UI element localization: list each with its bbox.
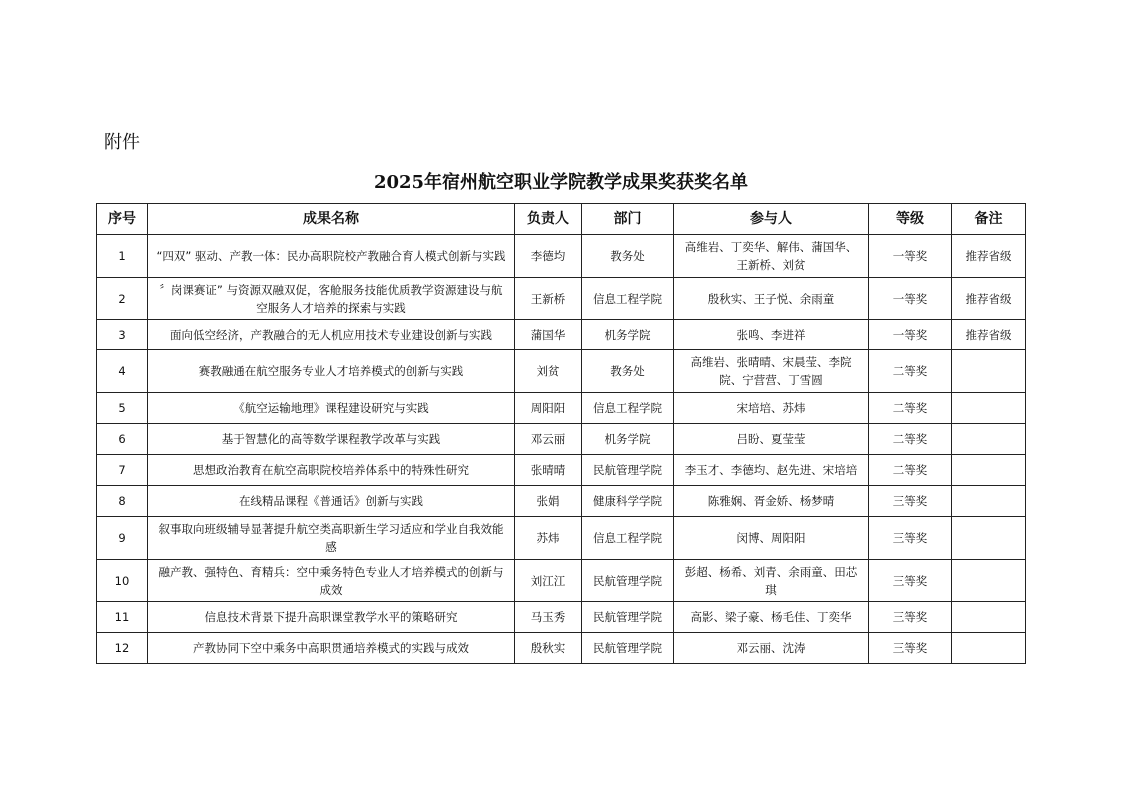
cell-note: [952, 602, 1026, 633]
cell-dept: 民航管理学院: [582, 560, 674, 602]
cell-dept: 信息工程学院: [582, 278, 674, 320]
cell-dept: 健康科学学院: [582, 486, 674, 517]
table-row: [97, 486, 1026, 517]
cell-no: 6: [97, 424, 148, 455]
cell-leader: 马玉秀: [515, 602, 582, 633]
cell-note: [952, 517, 1026, 560]
cell-dept: 信息工程学院: [582, 393, 674, 424]
cell-name: 面向低空经济，产教融合的无人机应用技术专业建设创新与实践: [148, 320, 515, 350]
header-no: 序号: [97, 204, 148, 235]
cell-no: 2: [97, 278, 148, 320]
cell-level: 二等奖: [869, 424, 952, 455]
cell-dept: 信息工程学院: [582, 517, 674, 560]
cell-name: 思想政治教育在航空高职院校培养体系中的特殊性研究: [148, 455, 515, 486]
table-row: [97, 278, 1026, 320]
cell-level: 三等奖: [869, 517, 952, 560]
cell-leader: 刘江江: [515, 560, 582, 602]
cell-no: 11: [97, 602, 148, 633]
cell-leader: 李德均: [515, 235, 582, 278]
table-row: [97, 455, 1026, 486]
cell-participants: 高维岩、张晴晴、宋晨莹、李院院、宁营营、丁雪圆: [674, 350, 869, 393]
cell-level: 二等奖: [869, 350, 952, 393]
cell-participants: 彭超、杨希、刘青、余雨童、田芯琪: [674, 560, 869, 602]
cell-level: 二等奖: [869, 455, 952, 486]
cell-dept: 教务处: [582, 350, 674, 393]
table-row: [97, 633, 1026, 664]
cell-level: 三等奖: [869, 633, 952, 664]
cell-no: 5: [97, 393, 148, 424]
table-row: [97, 320, 1026, 350]
cell-name: 信息技术背景下提升高职课堂教学水平的策略研究: [148, 602, 515, 633]
cell-participants: 李玉才、李德均、赵先进、宋培培: [674, 455, 869, 486]
header-leader: 负责人: [515, 204, 582, 235]
table-row: [97, 235, 1026, 278]
cell-name: 叙事取向班级辅导显著提升航空类高职新生学习适应和学业自我效能感: [148, 517, 515, 560]
cell-participants: 邓云丽、沈涛: [674, 633, 869, 664]
cell-no: 1: [97, 235, 148, 278]
cell-note: 推荐省级: [952, 235, 1026, 278]
cell-note: [952, 393, 1026, 424]
table-row: [97, 350, 1026, 393]
cell-name: 融产教、强特色、育精兵：空中乘务特色专业人才培养模式的创新与成效: [148, 560, 515, 602]
table-header-row: [97, 204, 1026, 235]
cell-leader: 张晴晴: [515, 455, 582, 486]
cell-note: 推荐省级: [952, 278, 1026, 320]
cell-participants: 吕盼、夏莹莹: [674, 424, 869, 455]
cell-dept: 民航管理学院: [582, 455, 674, 486]
header-participants: 参与人: [674, 204, 869, 235]
header-name: 成果名称: [148, 204, 515, 235]
cell-leader: 邓云丽: [515, 424, 582, 455]
cell-name: 产教协同下空中乘务中高职贯通培养模式的实践与成效: [148, 633, 515, 664]
cell-level: 三等奖: [869, 602, 952, 633]
cell-note: [952, 350, 1026, 393]
attachment-label: 附件: [104, 132, 140, 153]
cell-note: 推荐省级: [952, 320, 1026, 350]
cell-level: 二等奖: [869, 393, 952, 424]
cell-name: 《航空运输地理》课程建设研究与实践: [148, 393, 515, 424]
cell-leader: 刘贫: [515, 350, 582, 393]
cell-participants: 高维岩、丁奕华、解伟、蒲国华、王新桥、刘贫: [674, 235, 869, 278]
cell-dept: 机务学院: [582, 320, 674, 350]
cell-no: 7: [97, 455, 148, 486]
header-note: 备注: [952, 204, 1026, 235]
header-dept: 部门: [582, 204, 674, 235]
cell-level: 三等奖: [869, 560, 952, 602]
cell-leader: 周阳阳: [515, 393, 582, 424]
cell-participants: 高影、梁子豪、杨毛佳、丁奕华: [674, 602, 869, 633]
cell-level: 一等奖: [869, 320, 952, 350]
cell-leader: 蒲国华: [515, 320, 582, 350]
cell-name: 赛教融通在航空服务专业人才培养模式的创新与实践: [148, 350, 515, 393]
cell-leader: 苏炜: [515, 517, 582, 560]
cell-participants: 闵博、周阳阳: [674, 517, 869, 560]
cell-note: [952, 633, 1026, 664]
cell-participants: 宋培培、苏炜: [674, 393, 869, 424]
cell-participants: 张鸣、李进祥: [674, 320, 869, 350]
cell-name: 〞岗课赛证” 与资源双融双促，客舱服务技能优质教学资源建设与航空服务人才培养的探索与实践: [148, 278, 515, 320]
table-row: [97, 424, 1026, 455]
cell-level: 一等奖: [869, 278, 952, 320]
awards-table: [96, 203, 1026, 664]
table-row: [97, 602, 1026, 633]
cell-dept: 民航管理学院: [582, 602, 674, 633]
cell-no: 3: [97, 320, 148, 350]
table-row: [97, 517, 1026, 560]
cell-level: 一等奖: [869, 235, 952, 278]
cell-dept: 民航管理学院: [582, 633, 674, 664]
cell-note: [952, 560, 1026, 602]
cell-note: [952, 486, 1026, 517]
cell-note: [952, 455, 1026, 486]
cell-no: 9: [97, 517, 148, 560]
cell-dept: 机务学院: [582, 424, 674, 455]
cell-no: 10: [97, 560, 148, 602]
cell-name: 基于智慧化的高等数学课程教学改革与实践: [148, 424, 515, 455]
cell-dept: 教务处: [582, 235, 674, 278]
cell-note: [952, 424, 1026, 455]
cell-name: “四双” 驱动、产教一体：民办高职院校产教融合育人模式创新与实践: [148, 235, 515, 278]
cell-participants: 殷秋实、王子悦、余雨童: [674, 278, 869, 320]
cell-participants: 陈雅娴、胥金娇、杨梦晴: [674, 486, 869, 517]
cell-no: 8: [97, 486, 148, 517]
table-row: [97, 393, 1026, 424]
cell-no: 12: [97, 633, 148, 664]
cell-no: 4: [97, 350, 148, 393]
cell-leader: 张娟: [515, 486, 582, 517]
cell-level: 三等奖: [869, 486, 952, 517]
cell-name: 在线精品课程《普通话》创新与实践: [148, 486, 515, 517]
cell-leader: 王新桥: [515, 278, 582, 320]
table-row: [97, 560, 1026, 602]
document-title: 2025年宿州航空职业学院教学成果奖获奖名单: [373, 172, 749, 193]
cell-leader: 殷秋实: [515, 633, 582, 664]
header-level: 等级: [869, 204, 952, 235]
